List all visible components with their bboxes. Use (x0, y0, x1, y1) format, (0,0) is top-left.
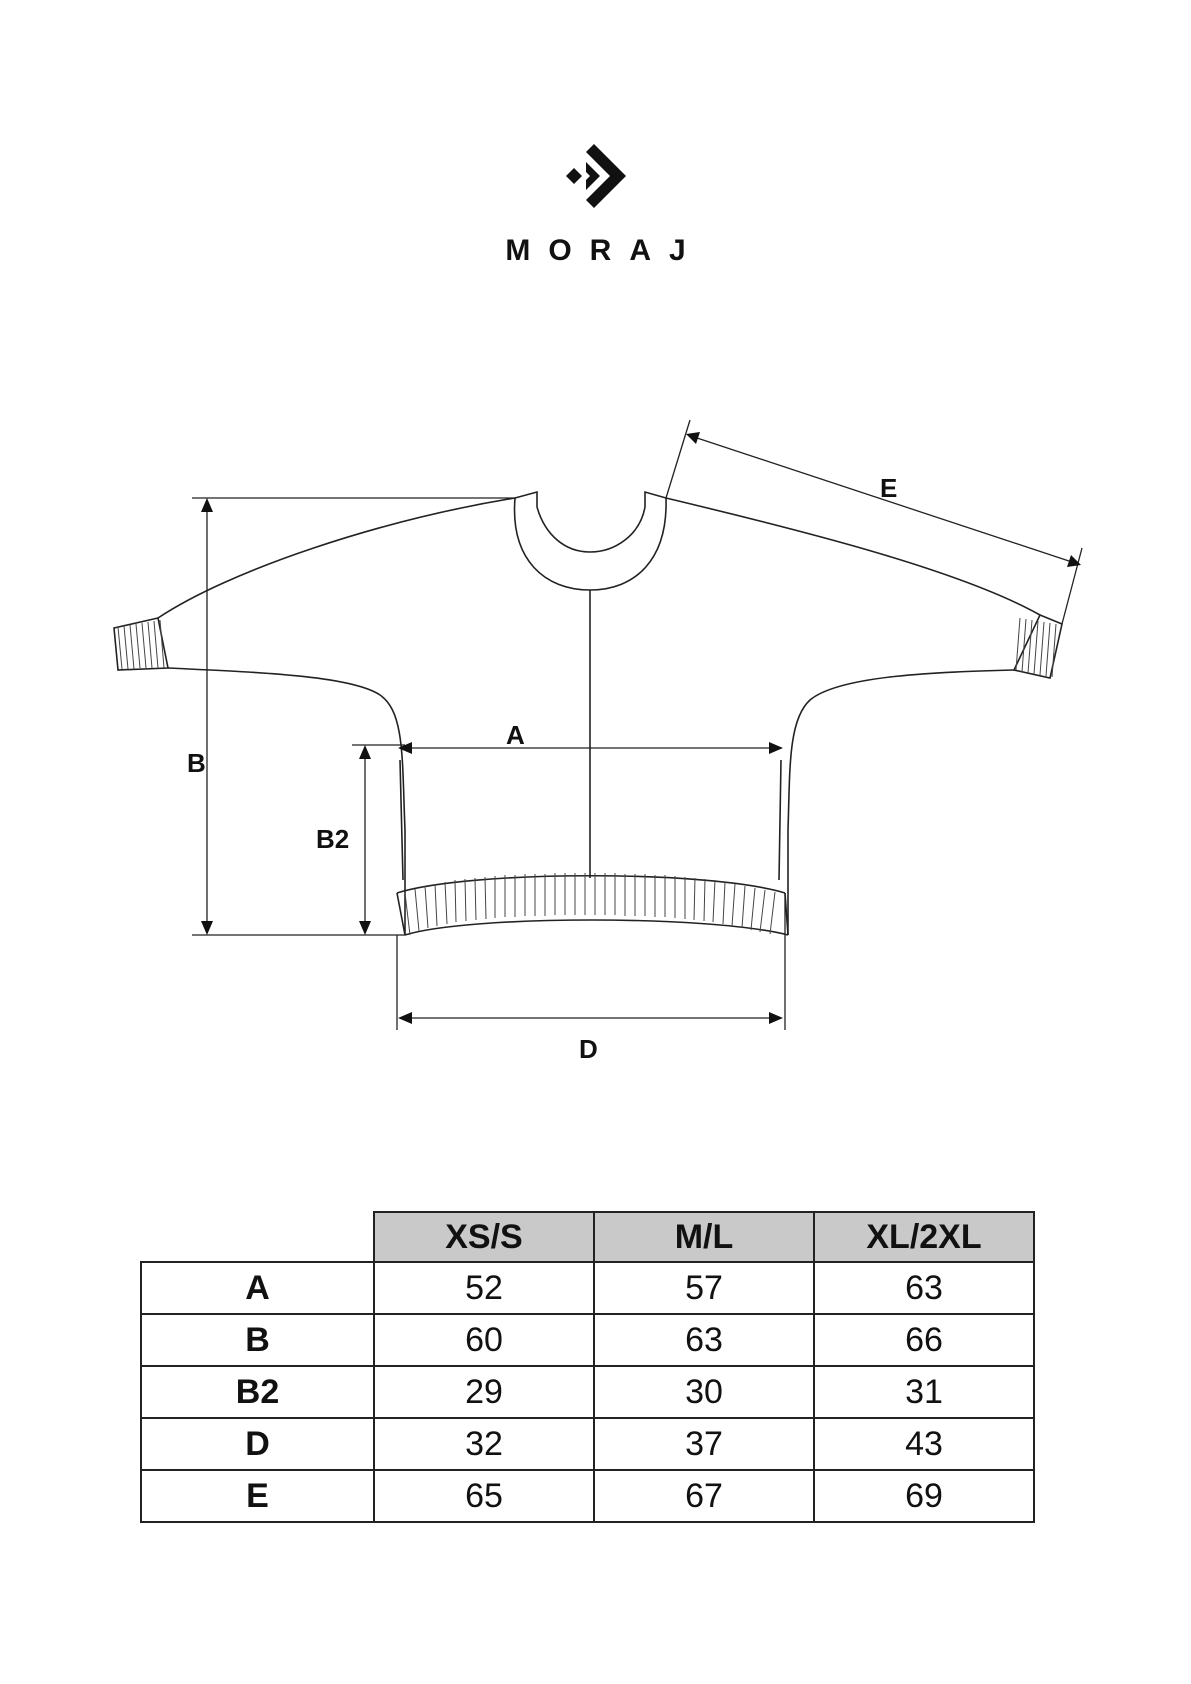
table-cell: 67 (594, 1470, 814, 1522)
table-cell: 60 (374, 1314, 594, 1366)
header-empty-cell (141, 1212, 374, 1262)
row-label: A (141, 1262, 374, 1314)
table-row (141, 1262, 1034, 1314)
header-m-l: M/L (594, 1212, 814, 1262)
neck-inner (537, 507, 645, 552)
left-cuff (114, 618, 168, 670)
table-cell: 37 (594, 1418, 814, 1470)
table-cell: 43 (814, 1418, 1034, 1470)
table-cell: 65 (374, 1470, 594, 1522)
brand-name: MORAJ (505, 234, 704, 267)
label-b: B (187, 748, 206, 778)
table-cell: 52 (374, 1262, 594, 1314)
table-row (141, 1314, 1034, 1366)
table-row (141, 1470, 1034, 1522)
header-xl-2xl: XL/2XL (814, 1212, 1034, 1262)
left-sleeve-top (158, 498, 515, 618)
size-header-row (141, 1212, 1034, 1262)
row-label: E (141, 1470, 374, 1522)
table-cell: 66 (814, 1314, 1034, 1366)
right-underarm (788, 670, 1014, 935)
label-e: E (880, 473, 898, 503)
left-cuff-ribbing (118, 620, 164, 669)
table-cell: 63 (814, 1262, 1034, 1314)
right-cuff-ribbing (1016, 618, 1056, 677)
table-cell: 69 (814, 1470, 1034, 1522)
right-side-inner (779, 760, 781, 880)
table-row (141, 1366, 1034, 1418)
label-b2: B2 (316, 824, 350, 854)
label-a: A (506, 720, 525, 750)
table-cell: 63 (594, 1314, 814, 1366)
table-row (141, 1418, 1034, 1470)
neck-top-right (645, 492, 666, 507)
left-underarm (168, 668, 405, 935)
row-label: B (141, 1314, 374, 1366)
size-table (140, 1211, 1035, 1523)
label-d: D (579, 1034, 598, 1064)
right-sleeve-top (666, 498, 1040, 615)
table-cell: 57 (594, 1262, 814, 1314)
table-cell: 32 (374, 1418, 594, 1470)
table-cell: 30 (594, 1366, 814, 1418)
row-label: D (141, 1418, 374, 1470)
header-xs-s: XS/S (374, 1212, 594, 1262)
row-label: B2 (141, 1366, 374, 1418)
table-cell: 29 (374, 1366, 594, 1418)
table-cell: 31 (814, 1366, 1034, 1418)
neck-top-left (515, 492, 537, 507)
hem-mid (405, 920, 788, 935)
